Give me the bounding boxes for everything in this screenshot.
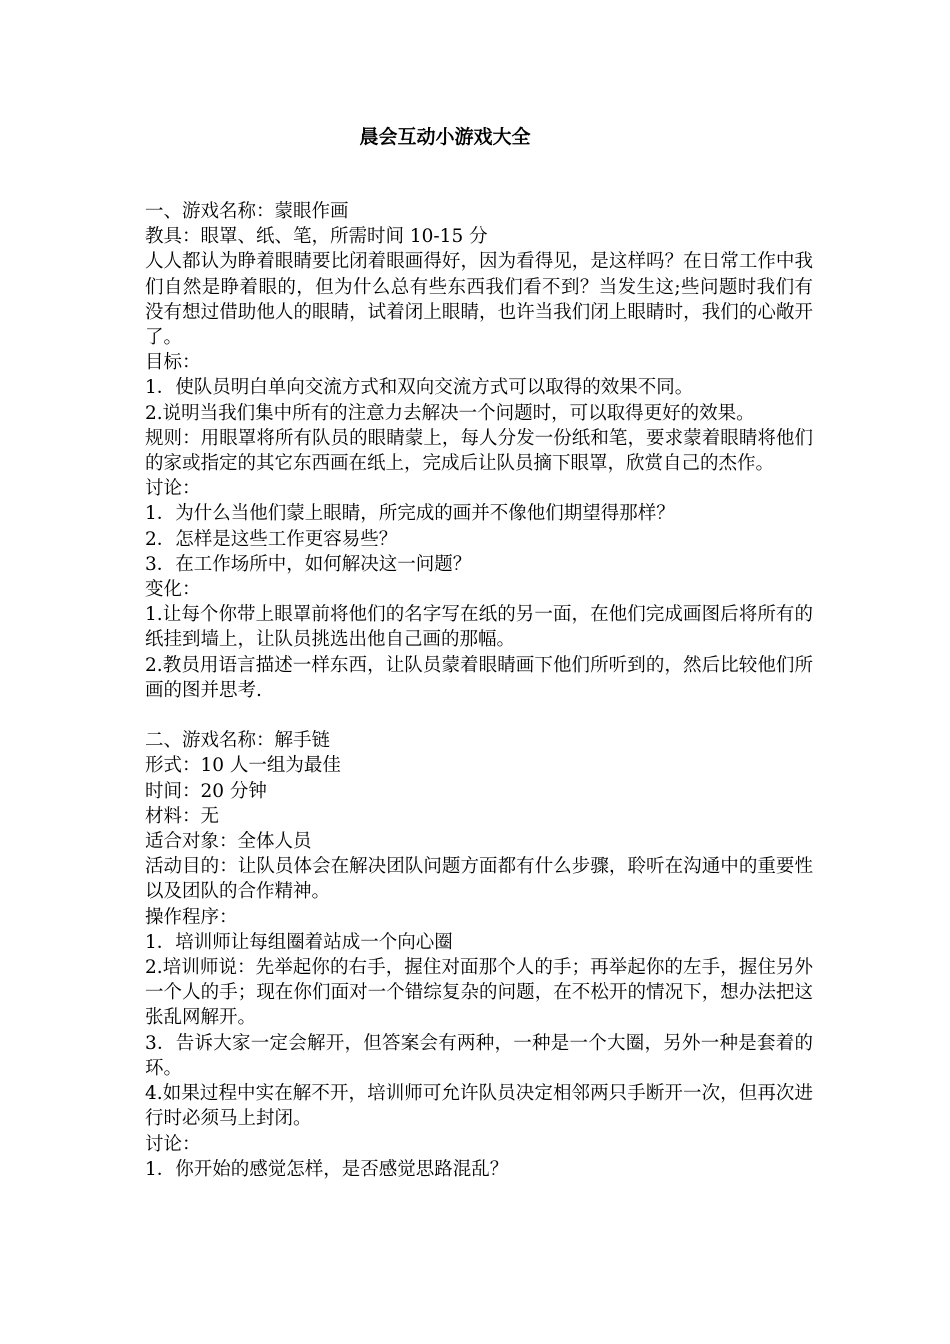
game1-tools: 教具：眼罩、纸、笔，所需时间 10-15 分 [145,226,488,248]
game1-variation-item: 1.让每个你带上眼罩前将他们的名字写在纸的另一面，在他们完成画图后将所有的纸挂到墙上，让队员挑选出他自己画的那幅。 [145,604,813,651]
game2-discussion-label: 讨论： [145,1133,201,1155]
game1-discussion-item: 1．为什么当他们蒙上眼睛，所完成的画并不像他们期望得那样？ [145,503,675,525]
game1-goal-label: 目标： [145,352,201,374]
game1-variation-label: 变化： [145,579,201,601]
game2-heading: 二、游戏名称：解手链 [145,730,331,752]
game2-procedure-item: 2.培训师说：先举起你的右手，握住对面那个人的手；再举起你的左手，握住另外一个人的手；现在你们面对一个错综复杂的问题，在不松开的情况下，想办法把这张乱网解开。 [145,957,813,1029]
game2-procedure-label: 操作程序： [145,906,238,928]
game1-goal-item: 1．使队员明白单向交流方式和双向交流方式可以取得的效果不同。 [145,377,694,399]
game2-time: 时间：20 分钟 [145,780,267,802]
game2-discussion-item: 1．你开始的感觉怎样，是否感觉思路混乱？ [145,1158,509,1180]
game2-materials: 材料：无 [145,805,220,827]
game1-variation-item: 2.教员用语言描述一样东西，让队员蒙着眼睛画下他们所听到的，然后比较他们所画的图并思考. [145,654,813,701]
game2-form: 形式：10 人一组为最佳 [145,755,341,777]
document-title: 晨会互动小游戏大全 [359,126,531,148]
game2-audience: 适合对象：全体人员 [145,831,312,853]
game1-goal-item: 2.说明当我们集中所有的注意力去解决一个问题时，可以取得更好的效果。 [145,402,755,424]
game1-discussion-label: 讨论： [145,478,201,500]
game1-discussion-item: 2．怎样是这些工作更容易些？ [145,528,398,550]
section-spacer [145,703,813,728]
game2-procedure-item: 4.如果过程中实在解不开，培训师可允许队员决定相邻两只手断开一次，但再次进行时必须马上封闭。 [145,1083,813,1130]
game1-heading: 一、游戏名称：蒙眼作画 [145,201,349,222]
game2-procedure-item: 3．告诉大家一定会解开，但答案会有两种，一种是一个大圈，另外一种是套着的环。 [145,1032,813,1079]
game2-procedure-item: 1．培训师让每组圈着站成一个向心圈 [145,931,453,953]
game1-rules: 规则：用眼罩将所有队员的眼睛蒙上，每人分发一份纸和笔，要求蒙着眼睛将他们的家或指定的其它东西画在纸上，完成后让队员摘下眼罩，欣赏自己的杰作。 [145,427,813,475]
game1-intro: 人人都认为睁着眼睛要比闭着眼画得好，因为看得见，是这样吗？在日常工作中我们自然是睁着眼的，但为什么总有些东西我们看不到？当发生这;些问题时我们有没有想过借助他人的眼睛，试着闭上眼睛，也许当我们闭上眼睛时，我们的心敞开了。 [145,251,813,349]
game1-discussion-item: 3．在工作场所中，如何解决这一问题？ [145,553,472,575]
game2-purpose: 活动目的：让队员体会在解决团队问题方面都有什么步骤，聆听在沟通中的重要性以及团队的合作精神。 [145,856,813,903]
document-body [145,199,813,1182]
